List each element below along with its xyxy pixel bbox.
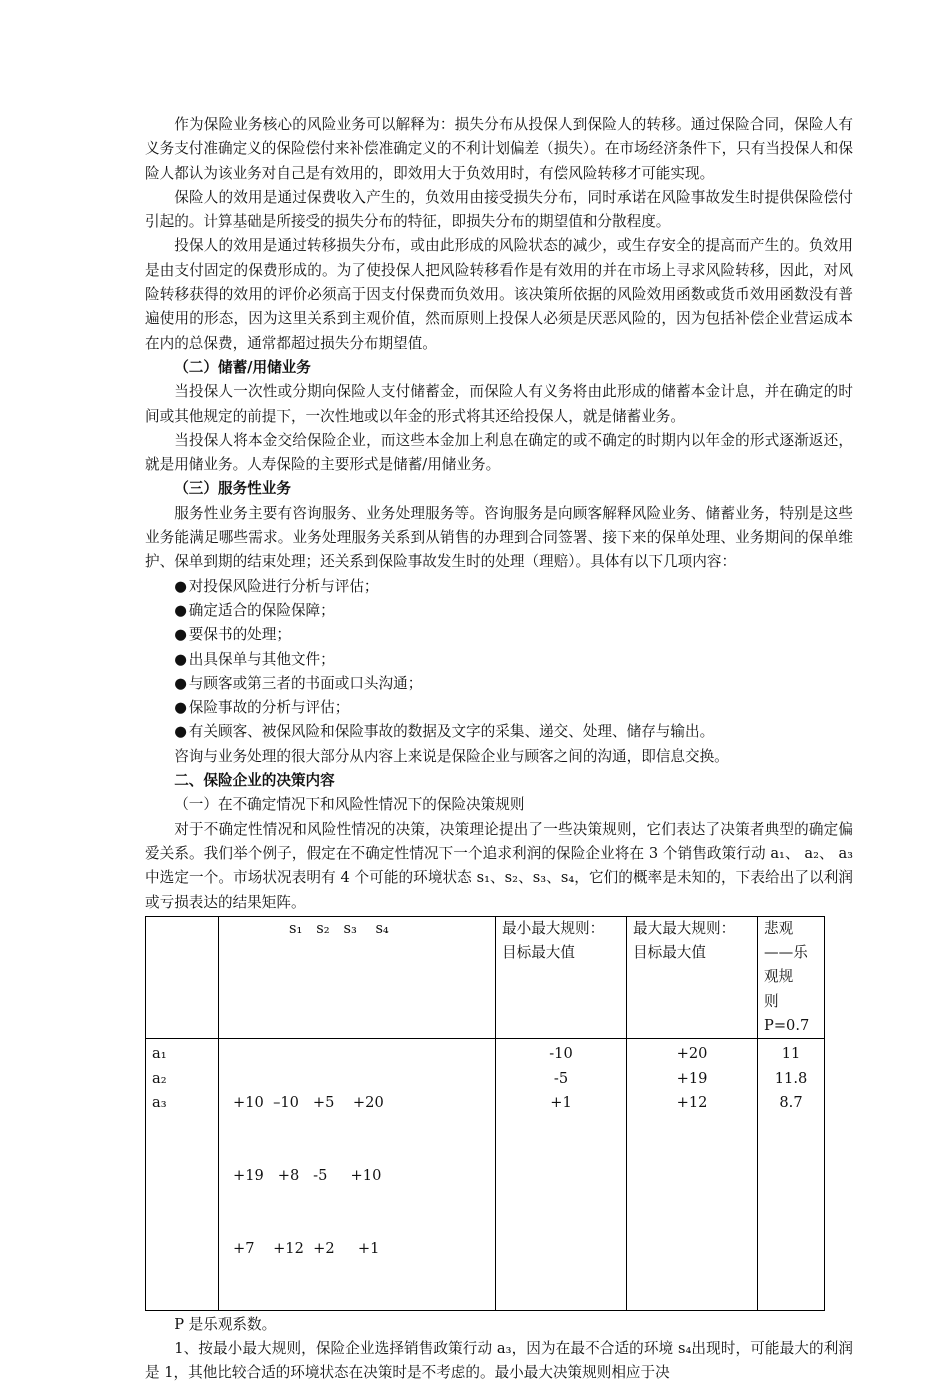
- state-label: s₃: [343, 919, 357, 937]
- document-page: [145, 113, 853, 1385]
- state-label: s₁: [289, 919, 303, 937]
- bullet-icon: ●: [174, 650, 187, 668]
- state-header-cell: [219, 916, 496, 1038]
- state-label: s₄: [375, 919, 389, 937]
- list-item: ● 保险事故的分析与评估；: [145, 696, 853, 720]
- bullet-icon: ●: [174, 626, 187, 644]
- action-cell: a₁ a₂ a₃: [146, 1039, 219, 1310]
- minimax-header-cell: 最小最大规则： 目标最大值: [496, 916, 627, 1038]
- table-corner-cell: [146, 916, 219, 1038]
- bullet-icon: ●: [174, 674, 187, 692]
- list-item: ● 与顾客或第三者的书面或口头沟通；: [145, 672, 853, 696]
- maximax-header-cell: 最大最大规则： 目标最大值: [627, 916, 758, 1038]
- paragraph-risk-business: 作为保险业务核心的风险业务可以解释为：损失分布从投保人到保险人的转移。通过保险合同，保险人有义务支付准确定义的保险偿付来补偿准确定义的不利计划偏差（损失）。在市场经济条件下，只有当投保人和保险人都认为该业务对自己是有效用的，即效用大于负效用时，有偿风险转移才可能实现。: [145, 116, 853, 182]
- state-label: s₂: [316, 919, 330, 937]
- paragraph-insured-utility: 投保人的效用是通过转移损失分布，或由此形成的风险状态的减少，或生存安全的提高而产生的。负效用是由支付固定的保费形成的。为了使投保人把风险转移看作是有效用的并在市场上寻求风险转移，因此，对风险转移获得的效用的评价必须高于因支付保费而负效用。该决策所依据的风险效用函数或货币效用函数没有普遍使用的形态，因为这里关系到主观价值，然而原则上投保人必须是厌恶风险的，因为包括补偿企业营运成本在内的总保费，通常都超过损失分布期望值。: [145, 237, 853, 352]
- bullet-list: [145, 575, 853, 745]
- list-item: ● 出具保单与其他文件；: [145, 648, 853, 672]
- paragraph-decision-example: 对于不确定性情况和风险性情况的决策，决策理论提出了一些决策规则，它们表达了决策者典型的确定偏爱关系。我们举个例子，假定在不确定性情况下一个追求利润的保险企业将在 3 个销售政策行动 a₁、 a₂、 a₃中选定一个。市场状况表明有 4 个可能的环境状态 s₁、s₂、s₃、s₄，它们的概率是未知的，下表给出了以利润或亏损表达的结果矩阵。: [145, 820, 853, 911]
- paragraph-insurer-utility: 保险人的效用是通过保费收入产生的，负效用由接受损失分布，同时承诺在风险事故发生时提供保险偿付引起的。计算基础是所接受的损失分布的特征，即损失分布的期望值和分散程度。: [145, 188, 853, 231]
- table-row: [146, 1039, 825, 1310]
- payoff-matrix-table: [145, 916, 825, 1311]
- hurwicz-header-cell: 悲观——乐观规 则 P=0.7: [758, 916, 825, 1038]
- paragraph-optimism-coefficient: P 是乐观系数。: [174, 1315, 277, 1333]
- bullet-icon: ●: [174, 723, 187, 741]
- bullet-icon: ●: [174, 601, 187, 619]
- list-item: ● 对投保风险进行分析与评估；: [145, 575, 853, 599]
- paragraph-communication: 咨询与业务处理的很大部分从内容上来说是保险企业与顾客之间的沟通，即信息交换。: [174, 747, 729, 765]
- list-item: ● 要保书的处理；: [145, 623, 853, 647]
- heading-savings-business: （二）储蓄/用储业务: [174, 358, 311, 376]
- paragraph-minimax-rule: 1、按最小最大规则，保险企业选择销售政策行动 a₃，因为在最不合适的环境 s₄出现时，可能最大的利润是 1，其他比较合适的环境状态在决策时是不考虑的。最小最大决策规则相应于决: [145, 1339, 853, 1382]
- paragraph-service: 服务性业务主要有咨询服务、业务处理服务等。咨询服务是向顾客解释风险业务、储蓄业务，特别是这些业务能满足哪些需求。业务处理服务关系到从销售的办理到合同签署、接下来的保单处理、业务期间的保单维护、保单到期的结束处理；还关系到保险事故发生时的处理（理赔）。具体有以下几项内容：: [145, 504, 853, 571]
- list-item: ● 有关顾客、被保风险和保险事故的数据及文字的采集、递交、处理、储存与输出。: [145, 720, 853, 744]
- bullet-icon: ●: [174, 577, 187, 595]
- hurwicz-value-cell: 11 11.8 8.7: [758, 1039, 825, 1310]
- list-item: ● 确定适合的保险保障；: [145, 599, 853, 623]
- minimax-value-cell: -10 -5 +1: [496, 1039, 627, 1310]
- heading-decision-content: 二、保险企业的决策内容: [174, 772, 335, 790]
- paragraph-annuity: 当投保人将本金交给保险企业，而这些本金加上利息在确定的或不确定的时期内以年金的形式逐渐返还，就是用储业务。人寿保险的主要形式是储蓄/用储业务。: [145, 431, 853, 474]
- bullet-icon: ●: [174, 699, 187, 717]
- paragraph-savings: 当投保人一次性或分期向保险人支付储蓄金，而保险人有义务将由此形成的储蓄本金计息，并在确定的时间或其他规定的前提下，一次性地或以年金的形式将其还给投保人，就是储蓄业务。: [145, 383, 853, 425]
- table-header-row: [146, 916, 825, 1038]
- payoff-cell: +10 –10 +5 +20 +19 +8 -5 +10 +7 +12 +2 +1: [219, 1039, 496, 1310]
- maximax-value-cell: +20 +19 +12: [627, 1039, 758, 1310]
- subheading-decision-rules: （一）在不确定情况下和风险性情况下的保险决策规则: [174, 796, 525, 814]
- heading-service-business: （三）服务性业务: [174, 480, 291, 498]
